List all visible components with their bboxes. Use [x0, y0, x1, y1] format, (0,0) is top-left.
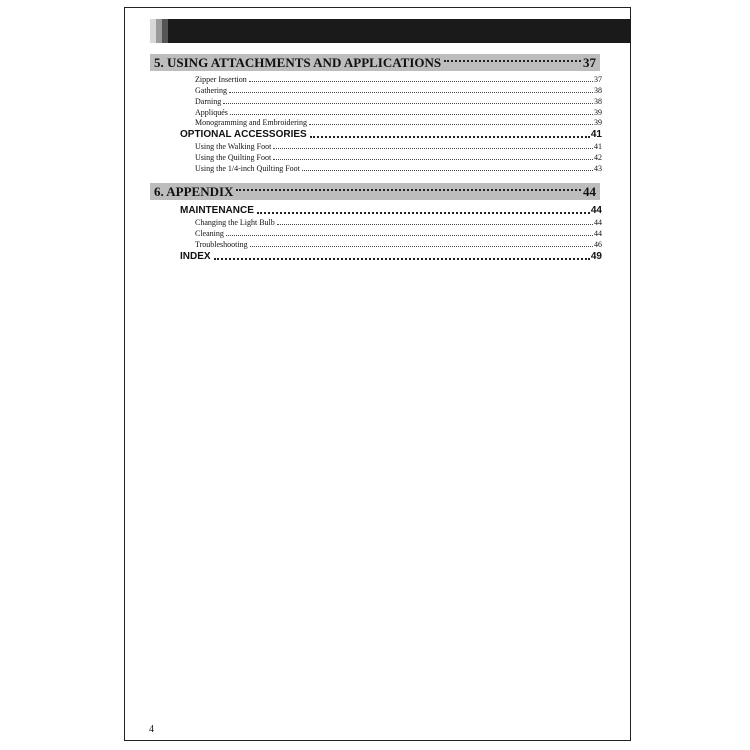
toc-label: Using the Quilting Foot	[195, 153, 272, 162]
toc-page: 41	[594, 142, 602, 151]
toc-page: 37	[594, 75, 602, 84]
toc-label: INDEX	[180, 251, 211, 262]
section-page-number: 37	[583, 55, 596, 70]
dot-leader	[249, 81, 593, 82]
toc-label: Using the Walking Foot	[195, 142, 272, 151]
toc-entry-quilting-foot[interactable]	[195, 152, 602, 162]
toc-label: MAINTENANCE	[180, 205, 254, 216]
toc-page: 49	[590, 251, 602, 262]
toc-label: Appliqués	[195, 108, 228, 117]
toc-entry-troubleshooting[interactable]	[195, 239, 602, 249]
toc-label: Changing the Light Bulb	[195, 218, 275, 227]
section-header-6[interactable]	[150, 183, 600, 200]
section-header-5[interactable]	[150, 54, 600, 71]
dot-leader	[309, 124, 593, 125]
toc-page: 44	[594, 218, 602, 227]
toc-label: Using the 1/4-inch Quilting Foot	[195, 164, 300, 173]
toc-entry-cleaning[interactable]	[195, 228, 602, 238]
toc-label: Gathering	[195, 86, 227, 95]
toc-entry-optional-accessories[interactable]	[180, 128, 602, 140]
section-title: 5. USING ATTACHMENTS AND APPLICATIONS	[154, 55, 442, 70]
toc-entry-quarter-inch-foot[interactable]	[195, 163, 602, 173]
toc-entry-light-bulb[interactable]	[195, 217, 602, 227]
toc-entry-index[interactable]	[180, 250, 602, 262]
toc-page: 44	[594, 229, 602, 238]
section-title: 6. APPENDIX	[154, 184, 234, 199]
dot-leader	[302, 170, 593, 171]
toc-page: 39	[594, 108, 602, 117]
header-bar	[150, 19, 631, 43]
toc-entry-zipper[interactable]	[195, 74, 602, 84]
toc-label: Zipper Insertion	[195, 75, 247, 84]
toc-page: 46	[594, 240, 602, 249]
toc-page: 39	[594, 118, 602, 127]
dot-leader	[223, 103, 593, 104]
toc-label: OPTIONAL ACCESSORIES	[180, 129, 307, 140]
dot-leader	[226, 235, 593, 236]
toc-page: 42	[594, 153, 602, 162]
dot-leader	[257, 212, 590, 214]
toc-label: Darning	[195, 97, 222, 106]
toc-entry-gathering[interactable]	[195, 85, 602, 95]
dot-leader	[273, 159, 593, 160]
dot-leader	[273, 148, 593, 149]
document-page	[124, 7, 631, 741]
toc-page: 38	[594, 97, 602, 106]
dot-leader	[236, 189, 581, 191]
toc-entry-appliques[interactable]	[195, 107, 602, 117]
toc-entry-darning[interactable]	[195, 96, 602, 106]
toc-label: Troubleshooting	[195, 240, 248, 249]
dot-leader	[310, 136, 590, 138]
toc-entry-walking-foot[interactable]	[195, 141, 602, 151]
dot-leader	[229, 92, 593, 93]
dot-leader	[214, 258, 590, 260]
toc-page: 44	[590, 205, 602, 216]
dot-leader	[250, 246, 593, 247]
dot-leader	[230, 114, 593, 115]
dot-leader	[444, 60, 581, 62]
toc-entry-maintenance[interactable]	[180, 204, 602, 216]
toc-page: 38	[594, 86, 602, 95]
toc-page: 43	[594, 164, 602, 173]
toc-label: Cleaning	[195, 229, 224, 238]
section-page-number: 44	[583, 184, 596, 199]
dot-leader	[277, 224, 593, 225]
toc-page: 41	[590, 129, 602, 140]
page-number: 4	[149, 724, 154, 735]
toc-label: Monogramming and Embroidering	[195, 118, 307, 127]
toc-entry-monogramming[interactable]	[195, 117, 602, 127]
